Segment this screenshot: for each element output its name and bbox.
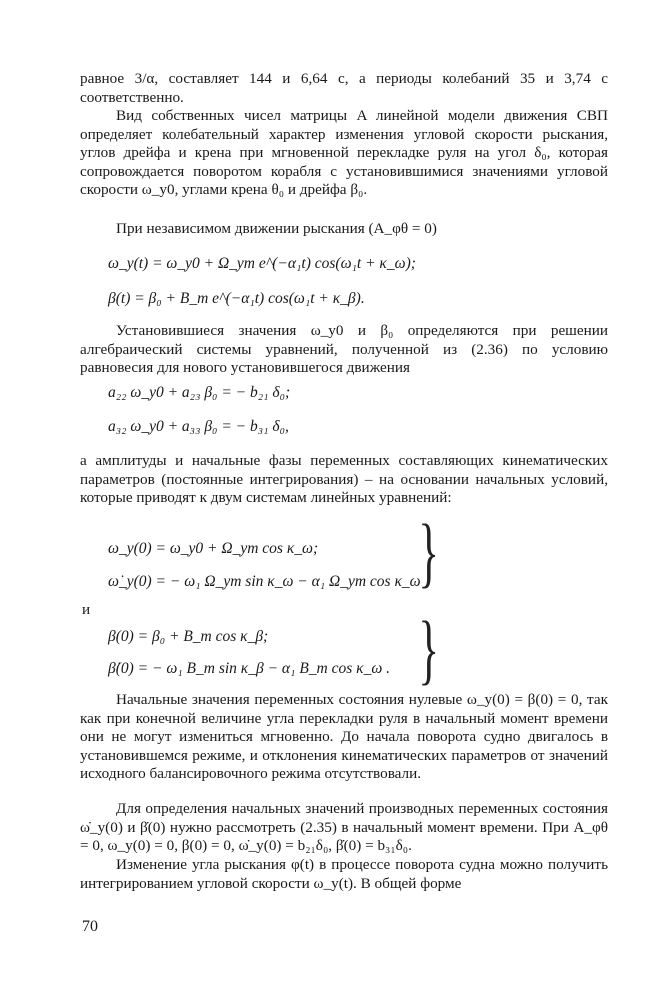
equation-omega-dot-0: ω̇_y(0) = − ω₁ Ω_ym sin κ_ω − α₁ Ω_ym cos κ_ω <box>108 573 421 590</box>
page-number: 70 <box>82 918 98 935</box>
paragraph-1: равное 3/α, составляет 144 и 6,64 с, а периоды колебаний 35 и 3,74 с соответственно. <box>80 70 608 106</box>
paragraph-4: Установившиеся значения ω_y0 и β₀ определяются при решении алгебраический системы уравнений, полученной из (2.36) по условию равновесия для нового установившегося движения <box>80 322 608 377</box>
system-brace-1: } <box>418 508 440 595</box>
system-brace-2: } <box>418 605 440 692</box>
word-and: и <box>82 601 91 618</box>
paragraph-6: Начальные значения переменных состояния нулевые ω_y(0) = β(0) = 0, так как при конечной величине угла перекладки руля в начальный момент времени они не могут измениться мгновенно. До начала поворота судно двигалось в установившемся режиме, и отклонения кинематических параметров от значений исходного балансировочного режима отсутствовали. <box>80 691 608 783</box>
equation-beta-0: β(0) = β₀ + B_m cos κ_β; <box>108 628 269 645</box>
paragraph-3: При независимом движении рыскания (A_φθ = 0) <box>116 220 437 237</box>
equation-omega-t: ω_y(t) = ω_y0 + Ω_ym e^(−α₁t) cos(ω₁t + κ_ω); <box>108 255 416 272</box>
paragraph-7: Для определения начальных значений производных переменных состояния ω̇_y(0) и β̇(0) нужно рассмотреть (2.35) в начальный момент времени. При A_φθ = 0, ω_y(0) = 0, β(0) = 0, ω̇_y(0) = b₂₁δ₀, β̇(0) = b₃₁δ₀. <box>80 800 608 855</box>
paragraph-8: Изменение угла рыскания φ(t) в процессе поворота судна можно получить интегрированием угловой скорости ω_y(t). В общей форме <box>80 856 608 892</box>
equation-beta-t: β(t) = β₀ + B_m e^(−α₁t) cos(ω₁t + κ_β). <box>108 290 365 307</box>
equation-beta-dot-0: β̇(0) = − ω₁ B_m sin κ_β − α₁ B_m cos κ_ω . <box>108 660 391 677</box>
paragraph-2: Вид собственных чисел матрицы A линейной модели движения СВП определяет колебательный характер изменения угловой скорости рыскания, углов дрейфа и крена при мгновенной перекладке руля на угол δ₀, которая сопровождается поворотом корабля с установившимися значениями угловой скорости ω_y0, углами крена θ₀ и дрейфа β₀. <box>80 107 608 199</box>
equation-equilibrium-2: a₃₂ ω_y0 + a₃₃ β₀ = − b₃₁ δ₀, <box>108 418 289 435</box>
equation-equilibrium-1: a₂₂ ω_y0 + a₂₃ β₀ = − b₂₁ δ₀; <box>108 384 291 401</box>
equation-omega-0: ω_y(0) = ω_y0 + Ω_ym cos κ_ω; <box>108 540 319 557</box>
paragraph-5: а амплитуды и начальные фазы переменных составляющих кинематических параметров (постоянные интегрирования) – на основании начальных условий, которые приводят к двум системам линейных уравнений: <box>80 452 608 507</box>
